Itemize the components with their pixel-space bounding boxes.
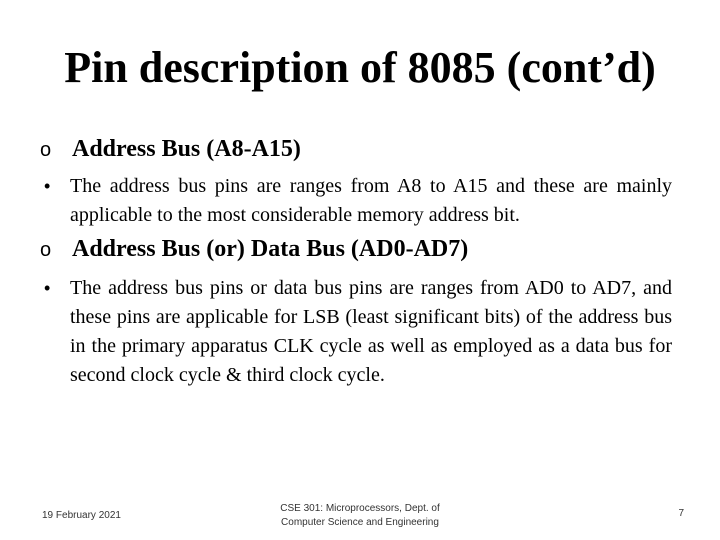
bullet-text: The address bus pins or data bus pins are ranges from AD0 to AD7, and these pins are applicable for LSB (least significant bits) of the address bus in the primary apparatus CLK cycle as well as employed as a data bus for second clock cycle & third clock cycle.: [70, 277, 672, 386]
bullet-dot-icon: •: [44, 278, 51, 298]
section-heading-address-data-bus: [40, 236, 468, 263]
section-heading: Address Bus (or) Data Bus (AD0-AD7): [72, 236, 469, 262]
bullet-item: [44, 172, 672, 230]
bullet-dot-icon: •: [44, 176, 51, 196]
footer-course-line: Computer Science and Engineering: [281, 517, 439, 528]
footer-course-line: CSE 301: Microprocessors, Dept. of: [280, 503, 440, 514]
page-number: 7: [678, 508, 684, 519]
footer-date: 19 February 2021: [42, 510, 121, 521]
footer-course: [250, 502, 470, 530]
section-heading-address-bus: [40, 136, 301, 163]
hollow-bullet-icon: o: [40, 139, 52, 161]
hollow-bullet-icon: o: [40, 239, 52, 261]
bullet-item: [44, 274, 672, 390]
slide-title: Pin description of 8085 (cont’d): [64, 43, 656, 92]
bullet-text: The address bus pins are ranges from A8 to A15 and these are mainly applicable to the most considerable memory address bit.: [70, 175, 672, 226]
section-heading: Address Bus (A8-A15): [72, 136, 301, 162]
